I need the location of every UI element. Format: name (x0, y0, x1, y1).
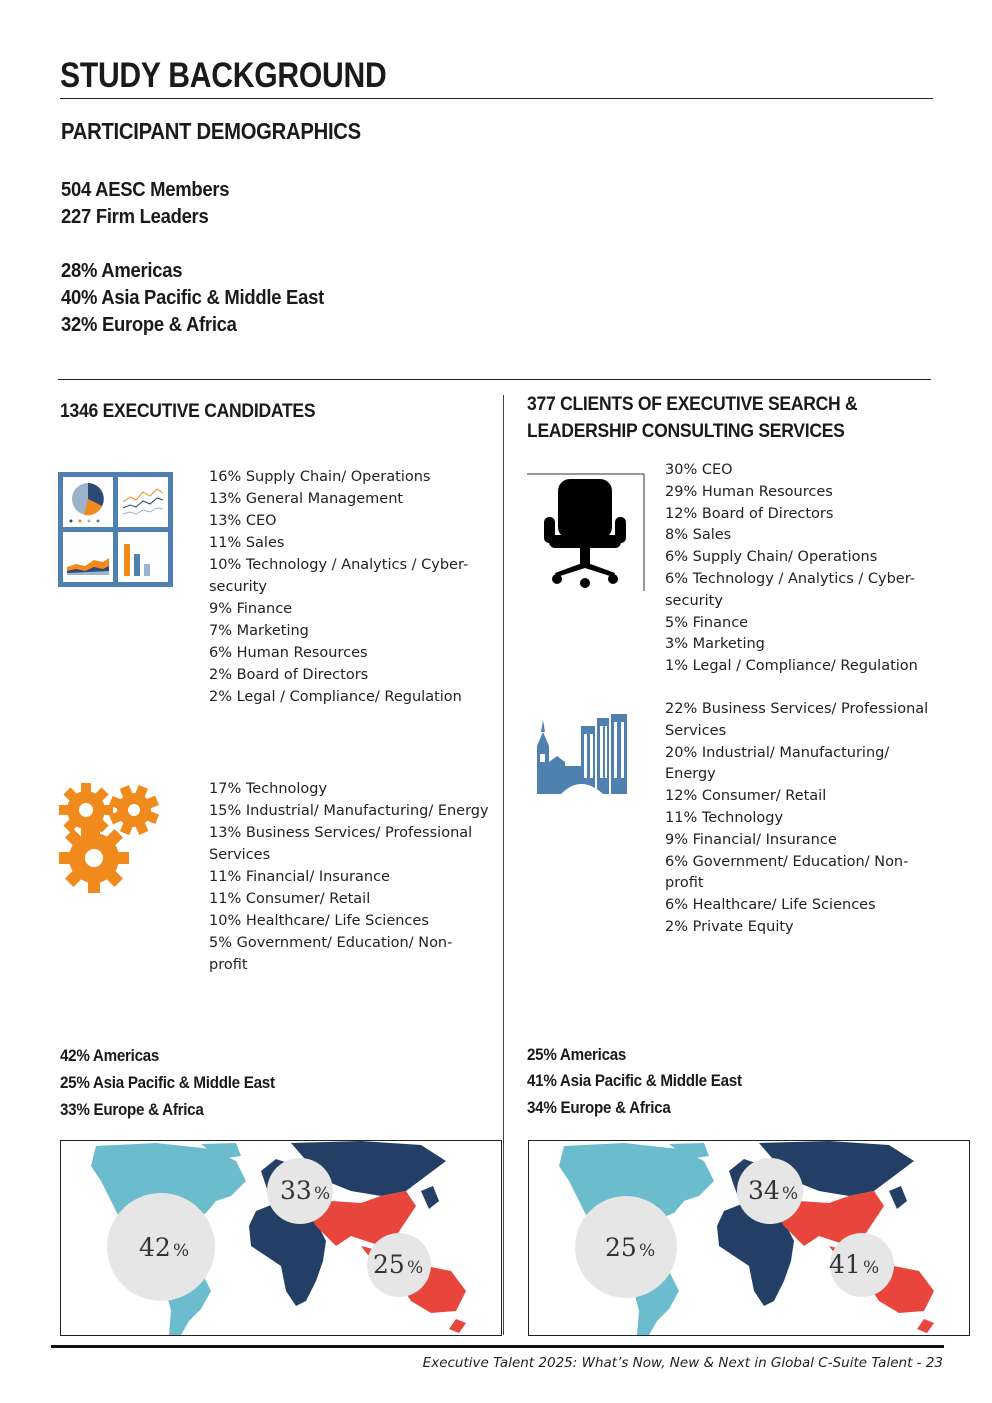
percent-unit: % (314, 1184, 331, 1204)
dashboard-charts-icon (58, 472, 173, 592)
list-item: 8% Sales (665, 527, 732, 544)
percent-unit: % (863, 1258, 880, 1278)
list-item: 6% Human Resources (209, 645, 368, 661)
footer-rule (51, 1345, 944, 1348)
candidates-world-map (60, 1140, 502, 1336)
list-item: 16% Supply Chain/ Operations (209, 469, 431, 485)
europe-africa-value: 33 (280, 1176, 312, 1205)
percent-unit: % (407, 1258, 424, 1278)
europe-africa-value: 34 (748, 1176, 780, 1205)
list-item: 6% Healthcare/ Life Sciences (665, 897, 876, 914)
section-subtitle: PARTICIPANT DEMOGRAPHICS (61, 118, 361, 144)
list-item: 13% Business Services/ Professional Services (209, 825, 473, 863)
list-item: 1% Legal / Compliance/ Regulation (665, 658, 918, 675)
list-item: 2% Legal / Compliance/ Regulation (209, 689, 462, 705)
list-item: 10% Healthcare/ Life Sciences (209, 913, 429, 929)
list-item: 6% Government/ Education/ Non-profit (665, 853, 909, 892)
column-divider (503, 395, 504, 1335)
clients-heading (527, 391, 857, 445)
footer-caption: Executive Talent 2025: What’s Now, New & Next in Global C-Suite Talent - 23 (422, 1355, 943, 1371)
title-divider (60, 98, 933, 99)
percent-unit: % (782, 1184, 799, 1204)
list-item: 20% Industrial/ Manufacturing/ Energy (665, 744, 890, 783)
section-divider (58, 379, 931, 380)
list-item: 12% Board of Directors (665, 505, 834, 522)
list-item: 11% Consumer/ Retail (209, 891, 371, 907)
percent-unit: % (639, 1241, 656, 1261)
city-buildings-icon (537, 712, 627, 799)
asia-pacific-value: 25 (373, 1250, 405, 1279)
list-item: 6% Technology / Analytics / Cyber-security (665, 570, 915, 609)
americas-value: 42 (139, 1233, 171, 1262)
list-item: 15% Industrial/ Manufacturing/ Energy (209, 803, 489, 819)
list-item: 22% Business Services/ Professional Services (665, 701, 929, 739)
list-item: 2% Private Equity (665, 918, 794, 935)
list-item: 11% Technology (665, 809, 784, 826)
candidate-functions-list (209, 466, 489, 708)
list-item: 9% Finance (209, 601, 293, 617)
candidate-region: 42% Americas (60, 1047, 160, 1065)
clients-heading-line1: 377 CLIENTS OF EXECUTIVE SEARCH & (527, 393, 858, 415)
members-count: 504 AESC Members (61, 178, 230, 201)
list-item: 30% CEO (665, 462, 733, 478)
list-item: 11% Financial/ Insurance (209, 869, 390, 885)
list-item: 17% Technology (209, 781, 328, 797)
percent-unit: % (173, 1241, 190, 1261)
list-item: 13% CEO (209, 513, 277, 529)
list-item: 11% Sales (209, 535, 285, 551)
client-region: 34% Europe & Africa (527, 1099, 671, 1117)
participant-region: 28% Americas (61, 259, 183, 282)
page-title: STUDY BACKGROUND (60, 56, 387, 95)
client-functions-list (665, 460, 940, 678)
participant-region: 32% Europe & Africa (61, 313, 237, 336)
list-item: 13% General Management (209, 491, 404, 507)
americas-value: 25 (605, 1233, 637, 1262)
clients-heading-line2: LEADERSHIP CONSULTING SERVICES (527, 420, 845, 442)
office-chair-icon (527, 473, 647, 598)
candidate-region: 33% Europe & Africa (60, 1101, 204, 1119)
leaders-count: 227 Firm Leaders (61, 205, 209, 228)
candidates-heading: 1346 EXECUTIVE CANDIDATES (60, 400, 316, 422)
list-item: 12% Consumer/ Retail (665, 788, 827, 805)
list-item: 29% Human Resources (665, 483, 833, 500)
candidate-industries-list (209, 778, 489, 976)
clients-world-map (528, 1140, 970, 1336)
list-item: 5% Government/ Education/ Non-profit (209, 935, 453, 973)
client-industries-list (665, 699, 940, 939)
list-item: 5% Finance (665, 614, 749, 631)
list-item: 2% Board of Directors (209, 667, 369, 683)
list-item: 9% Financial/ Insurance (665, 831, 837, 848)
list-item: 10% Technology / Analytics / Cyber-security (209, 557, 469, 595)
gears-icon (58, 780, 163, 900)
asia-pacific-value: 41 (829, 1250, 861, 1279)
client-region: 41% Asia Pacific & Middle East (527, 1072, 742, 1090)
candidate-region: 25% Asia Pacific & Middle East (60, 1074, 275, 1092)
list-item: 3% Marketing (665, 636, 765, 653)
list-item: 6% Supply Chain/ Operations (665, 549, 878, 566)
client-region: 25% Americas (527, 1046, 627, 1064)
list-item: 7% Marketing (209, 623, 309, 639)
participant-region: 40% Asia Pacific & Middle East (61, 286, 324, 309)
